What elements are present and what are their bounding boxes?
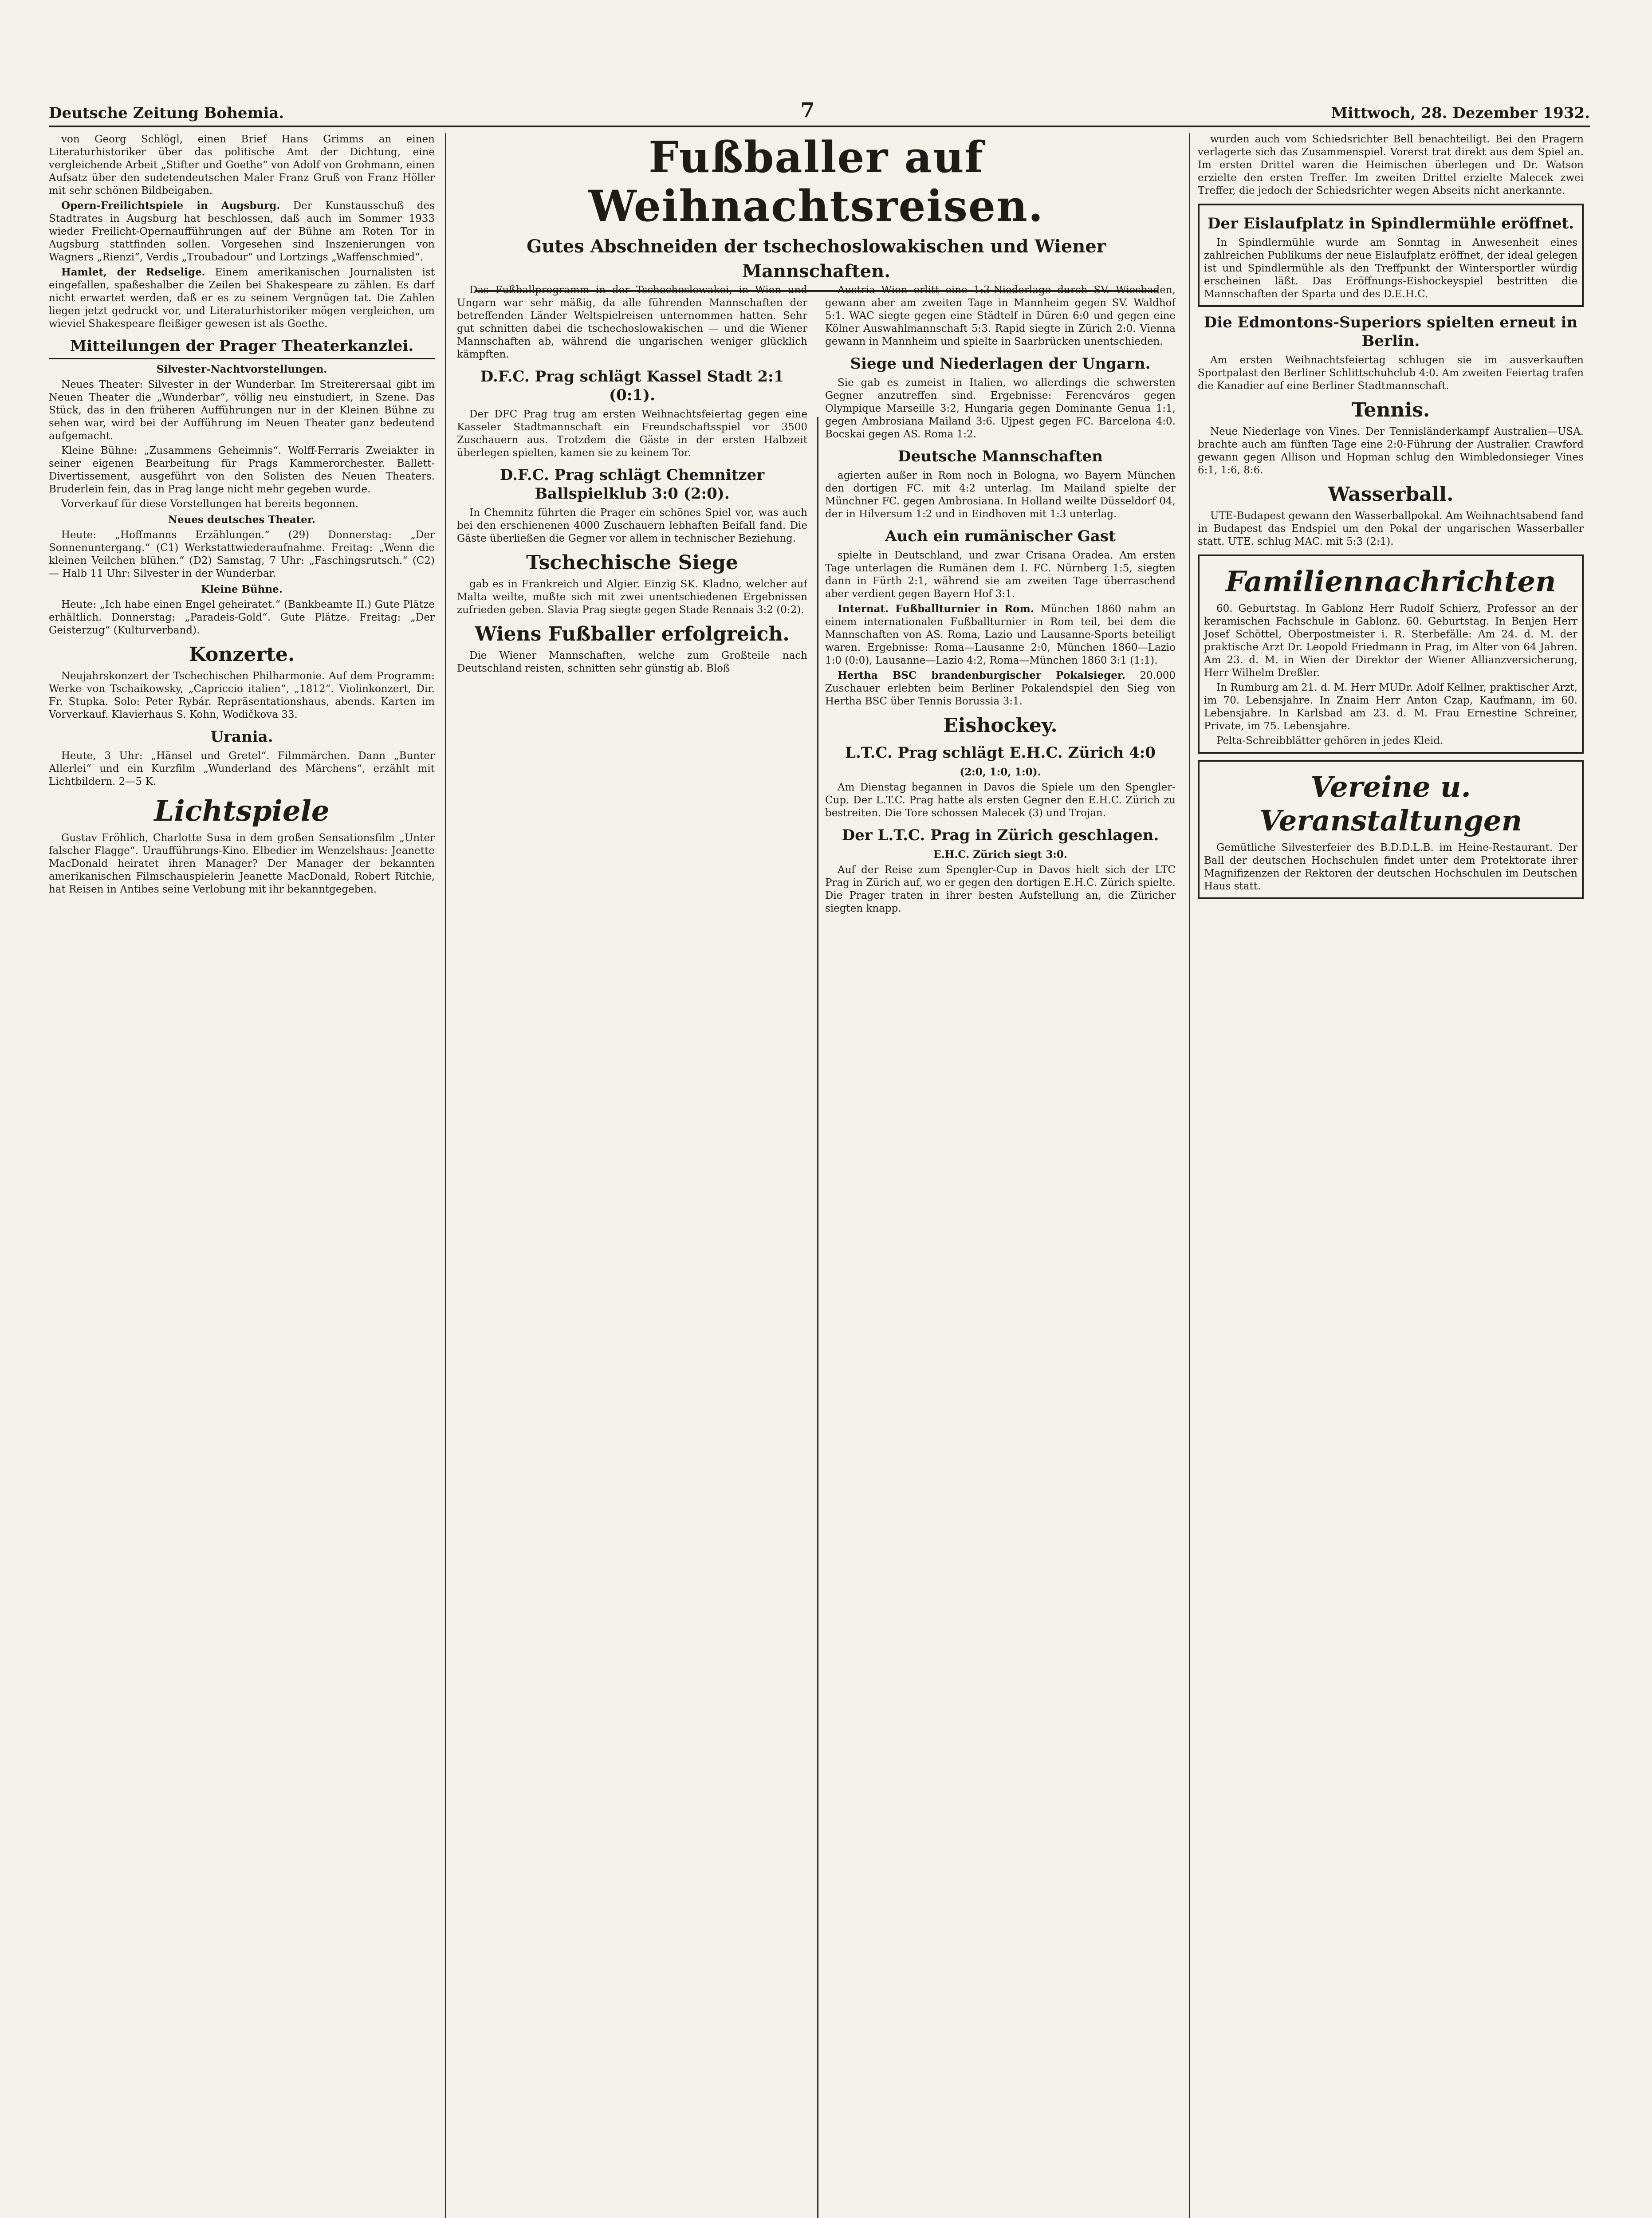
section-heading: L.T.C. Prag schlägt E.H.C. Zürich 4:0 xyxy=(845,744,1156,762)
paragraph: Am Dienstag begannen in Davos die Spiele um den Spengler-Cup. Der L.T.C. Prag hatte als ersten Gegner den E.H.C. Zürich zu bestreiten. Die Tore schossen Malecek (3) und Trojan. xyxy=(825,782,1176,819)
paragraph: Vorverkauf für diese Vorstellungen hat bereits begonnen. xyxy=(61,498,359,510)
subheading: (2:0, 1:0, 1:0). xyxy=(960,766,1041,778)
column-1 xyxy=(49,133,435,2218)
header-newspaper-name: Deutsche Zeitung Bohemia. xyxy=(49,104,284,122)
running-header xyxy=(49,91,1590,127)
column-rule xyxy=(445,133,446,2218)
column-3 xyxy=(825,284,1176,2218)
paragraph xyxy=(49,199,435,264)
article-text: 20.000 Zuschauer erlebten beim Berliner Pokalendspiel den Sieg von Hertha BSC über Tennis Borussia 3:1. xyxy=(825,670,1176,707)
column-rule xyxy=(1189,133,1190,2218)
paragraph: Auf der Reise zum Spengler-Cup in Davos hielt sich der LTC Prag in Zürich auf, wo er gegen den dortigen E.H.C. Zürich spielte. Die Prager traten in ihrer besten Aufstellung an, die Züricher siegten knapp. xyxy=(825,864,1176,914)
paragraph: Der DFC Prag trug am ersten Weihnachtsfeiertag gegen eine Kasseler Stadtmannschaft ein Freundschaftsspiel vor 3500 Zuschauern aus. Trotzdem die Gäste in der ersten Halbzeit überlegen spielten, kamen sie zu keinem Tor. xyxy=(457,409,807,459)
column-2 xyxy=(457,284,807,2218)
paragraph: Heute: „Hoffmanns Erzählungen.“ (29) Donnerstag: „Der Sonnenuntergang.“ (C1) Werkstattwiederaufnahme. Freitag: „Wenn die kleinen Veilchen blühen.“ (D2) Samstag, 7 Uhr: „Faschingsrutsch.“ (C2) — Halb 11 Uhr: Silvester in der Wunderbar. xyxy=(49,529,435,579)
announcement-box xyxy=(1198,760,1584,899)
section-heading: D.F.C. Prag schlägt Kassel Stadt 2:1 (0:1). xyxy=(480,368,784,404)
section-heading: Tennis. xyxy=(1351,399,1430,421)
section-heading: Der Eislaufplatz in Spindlermühle eröffnet. xyxy=(1207,215,1574,232)
article-heading: Internat. Fußballturnier in Rom. xyxy=(838,603,1034,615)
paragraph: Neue Niederlage von Vines. Der Tennisländerkampf Australien—USA. brachte auch am fünften Tage eine 2:0-Führung der Australier. Crawford gewann gegen Allison und Hopman schlug den Wimbledonsieger Vines 6:1, 1:6, 8:6. xyxy=(1198,426,1584,476)
paragraph: agierten außer in Rom noch in Bologna, wo Bayern München den dortigen FC. mit 4:2 unterlag. Im Mailand spielte der Münchner FC. gegen Ambrosiana. In Holland weilte Düsseldorf 04, der in Hilversum 1:2 und in Eindhoven mit 1:3 unterlag. xyxy=(825,470,1176,520)
subheading: Kleine Bühne. xyxy=(201,583,283,595)
section-heading: Mitteilungen der Prager Theaterkanzlei. xyxy=(49,337,435,359)
announcement-box xyxy=(1198,554,1584,754)
section-heading: Wiens Fußballer erfolgreich. xyxy=(475,623,790,645)
paragraph: Pelta-Schreibblätter gehören in jedes Kleid. xyxy=(1216,735,1444,747)
section-heading: Eishockey. xyxy=(943,714,1058,737)
paragraph: In Chemnitz führten die Prager ein schönes Spiel vor, was auch bei den erschienenen 4000 Zuschauern lebhaften Beifall fand. Die Gäste überließen die Gegner vor allem in technischer Beziehung. xyxy=(457,507,807,544)
paragraph: wurden auch vom Schiedsrichter Bell benachteiligt. Bei den Pragern verlagerte sich das Zusammenspiel. Vorerst trat direkt aus dem Spiel an. Im ersten Drittel waren die Heimischen überlegen und Dr. Watson erzielte den ersten Treffer. Im zweiten Drittel erzielte Malecek zwei Treffer, die jedoch der Schiedsrichter wegen Abseits nicht anerkannte. xyxy=(1198,134,1584,197)
section-heading: Lichtspiele xyxy=(154,794,330,828)
main-subheadline: Gutes Abschneiden der tschechoslowakischen und Wiener Mannschaften. xyxy=(527,236,1106,282)
article-heading: Hamlet, der Redselige. xyxy=(61,266,205,278)
section-heading: Tschechische Siege xyxy=(526,551,738,574)
paragraph: Am ersten Weihnachtsfeiertag schlugen sie im ausverkauften Sportpalast den Berliner Schlittschuhclub 4:0. Am zweiten Feiertag trafen die Kanadier auf eine Berliner Stadtmannschaft. xyxy=(1198,354,1584,392)
section-heading: Vereine u. Veranstaltungen xyxy=(1259,771,1522,838)
section-heading: D.F.C. Prag schlägt Chemnitzer Ballspielklub 3:0 (2:0). xyxy=(500,466,765,503)
subheading: Silvester-Nachtvorstellungen. xyxy=(156,363,327,375)
paragraph: In Spindlermühle wurde am Sonntag in Anwesenheit eines zahlreichen Publikums der neue Eislaufplatz eröffnet, der ideal gelegen ist und Spindlermühle als den Treffpunkt der Wintersportler würdig erscheinen läßt. Das Eröffnungs-Eishockeyspiel bestritten die Mannschaften der Sparta und des D.E.H.C. xyxy=(1204,237,1577,300)
paragraph: In Rumburg am 21. d. M. Herr MUDr. Adolf Kellner, praktischer Arzt, im 70. Lebensjahre. In Znaim Herr Anton Czap, Kaufmann, im 60. Lebensjahre. In Karlsbad am 23. d. M. Frau Ernestine Schreiner, Private, im 75. Lebensjahre. xyxy=(1204,682,1577,732)
paragraph: 60. Geburtstag. In Gablonz Herr Rudolf Schierz, Professor an der keramischen Fachschule in Gablonz. 60. Geburtstag. In Benjen Herr Josef Schöttel, Oberpostmeister i. R. Sterbefälle: Am 24. d. M. der praktische Arzt Dr. Leopold Friedmann in Prag, im Alter von 64 Jahren. Am 23. d. M. in Wien der Direktor der Wiener Allianzversicherung, Herr Wilhelm Dreßler. xyxy=(1204,603,1577,679)
section-heading: Die Edmontons-Superiors spielten erneut in Berlin. xyxy=(1204,314,1578,350)
paragraph: spielte in Deutschland, und zwar Crisana Oradea. Am ersten Tage unterlagen die Rumänen dem I. FC. Nürnberg 1:5, siegten dann in Fürth 2:1, während sie am zweiten Tage überraschend aber verdient gegen Bayern Hof 3:1. xyxy=(825,550,1176,600)
subheading: Neues deutsches Theater. xyxy=(168,514,315,526)
paragraph xyxy=(825,602,1176,667)
paragraph xyxy=(825,669,1176,708)
article-heading: Hertha BSC brandenburgischer Pokalsieger. xyxy=(838,669,1125,681)
paragraph: Austria Wien erlitt eine 1:3-Niederlage durch SV. Wiesbaden, gewann aber am zweiten Tage in Mannheim gegen SV. Waldhof 5:1. WAC siegte gegen eine Städtelf in Düren 6:0 und gegen eine Kölner Auswahlmannschaft 5:3. Rapid siegte in Zürich 2:0. Vienna gewann in Mannheim und spielte in Saarbrücken unentschieden. xyxy=(825,284,1176,347)
section-heading: Konzerte. xyxy=(189,643,295,666)
article-text: Der Kunstausschuß des Stadtrates in Augsburg hat beschlossen, daß auch im Sommer 1933 wieder Freilicht-Opernaufführungen auf der Bühne am Roten Tor in Augsburg stattfinden sollen. Vorgesehen sind Inszenierungen von Wagners „Rienzi“, Verdis „Troubadour“ und Lortzings „Waffenschmied“. xyxy=(49,200,435,263)
paragraph: UTE-Budapest gewann den Wasserballpokal. Am Weihnachtsabend fand in Budapest das Endspiel um den Pokal der ungarischen Wasserballer statt. UTE. schlug MAC. mit 5:3 (2:1). xyxy=(1198,510,1584,547)
paragraph: von Georg Schlögl, einen Brief Hans Grimms an einen Literaturhistoriker über das politische Amt der Dichtung, eine vergleichende Arbeit „Stifter und Goethe“ von Adolf von Grohmann, einen Aufsatz über den sudetendeutschen Maler Franz Gruß von Franz Höller mit sehr schönen Bildbeigaben. xyxy=(49,134,435,197)
column-4 xyxy=(1198,133,1584,2218)
subheading: E.H.C. Zürich siegt 3:0. xyxy=(933,849,1067,861)
paragraph: Kleine Bühne: „Zusammens Geheimnis“. Wolff-Ferraris Zweiakter in seiner eigenen Bearbeitung für Prags Kammerorchester. Ballett-Divertissement, ausgeführt von den Solisten des Neuen Theaters. Bruderlein fein, das in Prag lange nicht mehr gegeben wurde. xyxy=(49,445,435,495)
section-heading: Wasserball. xyxy=(1328,483,1454,506)
paragraph: Gemütliche Silvesterfeier des B.D.D.L.B. im Heine-Restaurant. Der Ball der deutschen Hochschulen findet unter dem Protektorate ihrer Magnifizenzen der Rektoren der deutschen Hochschulen im Deutschen Haus statt. xyxy=(1204,842,1577,892)
header-date: Mittwoch, 28. Dezember 1932. xyxy=(1331,104,1590,122)
paragraph: Neujahrskonzert der Tschechischen Philharmonie. Auf dem Programm: Werke von Tschaikowsky, „Capriccio italien“, „1812“. Violinkonzert, Dir. Fr. Stupka. Solo: Peter Rybár. Repräsentationshaus, abends. Karten im Vorverkauf. Klavierhaus S. Kohn, Wodičkova 33. xyxy=(49,670,435,720)
section-heading: Urania. xyxy=(210,728,273,746)
section-heading: Siege und Niederlagen der Ungarn. xyxy=(850,355,1151,373)
paragraph: gab es in Frankreich und Algier. Einzig SK. Kladno, welcher auf Malta weilte, mußte sich mit zwei unentschiedenen Ergebnissen zufrieden geben. Slavia Prag siegte gegen Stade Rennais 3:2 (0:2). xyxy=(457,578,807,616)
section-heading: Deutsche Mannschaften xyxy=(898,448,1103,465)
notice-box xyxy=(1198,204,1584,307)
article-text: Einem amerikanischen Journalisten ist eingefallen, spaßeshalber die Zeilen bei Shakespeare zu zählen. Es darf nicht erwartet werden, daß er es zu seinem Vergnügen tat. Die Zahlen liegen jetzt gedruckt vor, und Literaturhistoriker mögen vergleichen, um wieviel Shakespeare fleißiger gewesen ist als Goethe. xyxy=(49,267,435,330)
section-heading: Familiennachrichten xyxy=(1225,565,1556,598)
paragraph: Neues Theater: Silvester in der Wunderbar. Im Streiterersaal gibt im Neuen Theater die „Wunderbar“, völlig neu einstudiert, in Szene. Das Stück, das in den früheren Aufführungen nur in der Kleinen Bühne zu sehen war, wird bei der Aufführung im Neuen Theater ganz bedeutend aufgemacht. xyxy=(49,379,435,442)
paragraph: Das Fußballprogramm in der Tschechoslowakei, in Wien und Ungarn war sehr mäßig, da alle führenden Mannschaften der betreffenden Länder Weltspielreisen unternommen hatten. Sehr gut schnitten dabei die tschechoslowakischen — und die Wiener Mannschaften ab, während die ungarischen weniger glücklich kämpften. xyxy=(457,284,807,360)
paragraph: Gustav Fröhlich, Charlotte Susa in dem großen Sensationsfilm „Unter falscher Flagge“. Uraufführungs-Kino. Elbedier im Wenzelshaus: Jeanette MacDonald heiratet ihren Manager? Der Manager der bekannten amerikanischen Filmschauspielerin Jeanette MacDonald, Robert Ritchie, hat Reisen in Antibes seine Verlobung mit ihr bekanntgegeben. xyxy=(49,832,435,895)
paragraph: Sie gab es zumeist in Italien, wo allerdings die schwersten Gegner anzutreffen sind. Ergebnisse: Ferencváros gegen Olympique Marseille 3:2, Hungaria gegen Dominante Genua 1:1, gegen Ambrosiana Mailand 3:6. Ujpest gegen FC. Barcelona 4:0. Bocskai gegen AS. Roma 1:2. xyxy=(825,377,1176,440)
section-heading: Der L.T.C. Prag in Zürich geschlagen. xyxy=(842,826,1159,844)
main-headline-banner xyxy=(457,133,1176,292)
main-headline: Fußballer auf Weihnachtsreisen. xyxy=(588,132,1044,231)
paragraph: Heute, 3 Uhr: „Hänsel und Gretel“. Filmmärchen. Dann „Bunter Allerlei“ und ein Kurzfilm „Wunderland des Märchens“, erzählt mit Lichtbildern. 2—5 K. xyxy=(49,750,435,787)
paragraph: Heute: „Ich habe einen Engel geheiratet.“ (Bankbeamte II.) Gute Plätze erhältlich. Donnerstag: „Paradeis-Gold“. Gute Plätze. Freitag: „Der Geisterzug“ (Kulturverband). xyxy=(49,599,435,636)
paragraph xyxy=(49,266,435,330)
article-text: München 1860 nahm an einem internationalen Fußballturnier in Rom teil, bei dem die Mannschaften von AS. Roma, Lazio und Lausanne-Sports beteiligt waren. Ergebnisse: Roma—Lausanne 2:0, München 1860—Lazio 1:0 (0:0), Lausanne—Lazio 4:2, Roma—München 1860 3:1 (1:1). xyxy=(825,603,1176,666)
page-number: 7 xyxy=(800,98,815,122)
paragraph: Die Wiener Mannschaften, welche zum Großteile nach Deutschland reisten, schnitten sehr günstig ab. Bloß xyxy=(457,650,807,674)
column-rule xyxy=(817,417,818,2218)
article-heading: Opern-Freilichtspiele in Augsburg. xyxy=(61,200,280,212)
section-heading: Auch ein rumänischer Gast xyxy=(885,527,1116,545)
